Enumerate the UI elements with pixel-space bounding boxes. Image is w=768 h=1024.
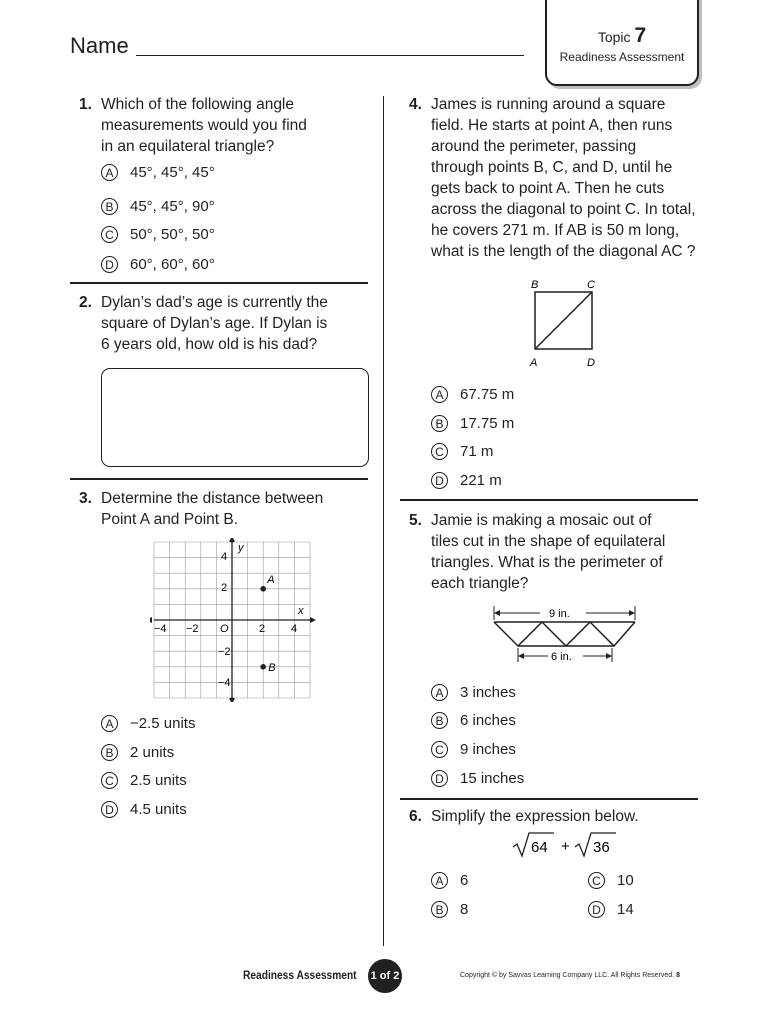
tick-label: 2 [259,623,266,635]
q1-choice-a[interactable] [101,164,215,181]
question-line: triangles. What is the perimeter of [431,554,663,571]
choice-text: 221 m [460,472,502,489]
question-number: 1. [79,96,92,113]
choice-text: 71 m [460,443,494,460]
section-rule [400,798,698,800]
question-line: Determine the distance between [101,490,324,507]
choice-bubble[interactable]: A [101,164,118,181]
choice-text: 6 inches [460,712,516,729]
section-rule [70,478,368,480]
choice-text: 8 [460,901,469,918]
choice-bubble[interactable]: A [431,386,448,403]
q1-choice-d[interactable] [101,256,215,273]
choice-bubble[interactable]: B [431,901,448,918]
x-axis-arrow-icon [150,617,152,623]
question-number: 4. [409,96,422,113]
copyright: Copyright © by Savvas Learning Company LLC. All Rights Reserved. 8 [460,972,680,979]
question-line: in an equilateral triangle? [101,138,275,155]
choice-bubble[interactable]: D [431,472,448,489]
radicand: 36 [593,839,610,856]
choice-text: −2.5 units [130,715,196,732]
vertex-label: D [587,357,595,369]
question-line: around the perimeter, passing [431,138,637,155]
question-number: 3. [79,490,92,507]
triangle-zigzag [494,622,635,646]
page-indicator: 1 of 2 [368,959,402,993]
question-line: through points B, C, and D, until he [431,159,673,176]
choice-text: 17.75 m [460,415,515,432]
coordinate-graph [150,538,316,702]
topic-heading: Topic 7 [597,24,647,47]
point-b [260,664,266,670]
choice-text: 45°, 45°, 90° [130,198,215,215]
top-dimension-label: 9 in. [549,608,570,620]
q1-choice-c[interactable] [101,226,215,243]
choice-bubble[interactable]: D [431,770,448,787]
footer-title: Readiness Assessment [243,968,357,982]
name-label: Name [70,33,129,58]
choice-text: 3 inches [460,684,516,701]
choice-bubble[interactable]: A [101,715,118,732]
arrow-right-icon [629,610,635,616]
question-2 [79,292,92,313]
tick-label: 4 [291,623,298,635]
section-rule [400,499,698,501]
tick-label: −4 [218,677,231,689]
choice-text: 2.5 units [130,772,187,789]
name-line[interactable] [136,55,524,56]
square-field-diagram [522,276,606,372]
q4-choice-d[interactable] [431,472,502,489]
point-b-label: B [268,661,276,674]
choice-text: 10 [617,872,634,889]
choice-text: 14 [617,901,634,918]
vertex-label: A [530,357,538,369]
tick-label: −2 [186,623,199,635]
choice-text: 6 [460,872,469,889]
radicand: 64 [531,839,548,856]
x-axis-label: x [298,605,304,617]
choice-text: 2 units [130,744,175,761]
q5-choice-c[interactable] [431,741,516,758]
q4-choice-b[interactable] [431,415,514,432]
question-3-text [101,488,323,530]
point-a [260,586,266,592]
triangle-tile-diagram [490,602,640,666]
section-rule [70,282,368,284]
question-6 [409,806,422,827]
diagonal [535,292,592,349]
column-divider [383,96,384,946]
question-6-text [431,806,639,827]
question-line: Dylan’s dad’s age is currently the [101,294,328,311]
topic-box [545,0,699,86]
choice-text: 45°, 45°, 45° [130,164,215,181]
q5-choice-d[interactable] [431,770,524,787]
question-4 [409,94,422,115]
radical-expression [510,830,620,860]
choice-bubble[interactable]: D [101,801,118,818]
choice-bubble[interactable]: B [431,415,448,432]
vertex-label: B [531,279,539,291]
question-line: 6 years old, how old is his dad? [101,336,318,353]
question-line: field. He starts at point A, then runs [431,117,673,134]
question-5 [409,510,422,531]
q4-choice-c[interactable] [431,443,493,460]
q5-choice-a[interactable] [431,684,516,701]
question-line: measurements would you find [101,117,307,134]
y-axis-arrow-icon [229,698,235,702]
choice-bubble[interactable]: D [588,901,605,918]
question-number: 2. [79,294,92,311]
q3-choice-d[interactable] [101,801,187,818]
question-line: James is running around a square [431,96,666,113]
choice-bubble[interactable]: D [101,256,118,273]
choice-bubble[interactable]: B [431,712,448,729]
question-line: Jamie is making a mosaic out of [431,512,652,529]
choice-bubble[interactable]: C [101,772,118,789]
choice-bubble[interactable]: C [431,443,448,460]
answer-box[interactable] [101,368,369,467]
vertex-label: C [587,279,595,291]
arrow-left-icon [494,610,500,616]
q6-choice-d[interactable] [588,901,634,918]
question-line: across the diagonal to point C. In total, [431,201,696,218]
question-2-text [101,292,328,355]
q4-choice-a[interactable] [431,386,514,403]
origin-label: O [220,623,229,635]
question-line: what is the length of the diagonal AC ? [431,243,696,260]
choice-text: 15 inches [460,770,525,787]
choice-text: 67.75 m [460,386,515,403]
arrow-left-icon [518,653,524,659]
tick-label: −4 [154,623,167,635]
question-line: he covers 271 m. If AB is 50 m long, [431,222,680,239]
tick-label: 2 [221,582,228,594]
x-axis-arrow-icon [310,617,316,623]
plus-sign: + [561,838,570,855]
question-number: 5. [409,512,422,529]
bottom-dimension-label: 6 in. [551,651,572,663]
question-4-text [431,94,696,262]
choice-text: 9 inches [460,741,516,758]
q3-choice-b[interactable] [101,744,174,761]
question-line: each triangle? [431,575,529,592]
y-axis-arrow-icon [229,538,235,542]
choice-bubble[interactable]: B [101,198,118,215]
q3-choice-a[interactable] [101,715,195,732]
question-number: 6. [409,808,422,825]
question-1-text [101,94,307,157]
tick-label: −2 [218,646,231,658]
question-line: tiles cut in the shape of equilateral [431,533,666,550]
tick-label: 4 [221,551,228,563]
choice-bubble[interactable]: C [431,741,448,758]
choice-bubble[interactable]: B [101,744,118,761]
q6-choice-c[interactable] [588,872,634,889]
q6-choice-a[interactable] [431,872,468,889]
choice-text: 50°, 50°, 50° [130,226,215,243]
question-3 [79,488,92,509]
topic-subtitle: Readiness Assessment [559,50,685,64]
choice-bubble[interactable]: A [431,684,448,701]
question-line: square of Dylan’s age. If Dylan is [101,315,328,332]
choice-bubble[interactable]: C [101,226,118,243]
choice-text: 4.5 units [130,801,187,818]
question-5-text [431,510,665,594]
question-line: Point A and Point B. [101,511,239,528]
question-1 [79,94,92,115]
q1-choice-b[interactable] [101,198,215,215]
q3-choice-c[interactable] [101,772,187,789]
question-line: Which of the following angle [101,96,295,113]
arrow-right-icon [606,653,612,659]
point-a-label: A [267,573,275,586]
y-axis-label: y [238,542,244,554]
choice-text: 60°, 60°, 60° [130,256,215,273]
q5-choice-b[interactable] [431,712,516,729]
q6-choice-b[interactable] [431,901,468,918]
choice-bubble[interactable]: A [431,872,448,889]
question-line: gets back to point A. Then he cuts [431,180,665,197]
choice-bubble[interactable]: C [588,872,605,889]
question-line: Simplify the expression below. [431,808,639,825]
